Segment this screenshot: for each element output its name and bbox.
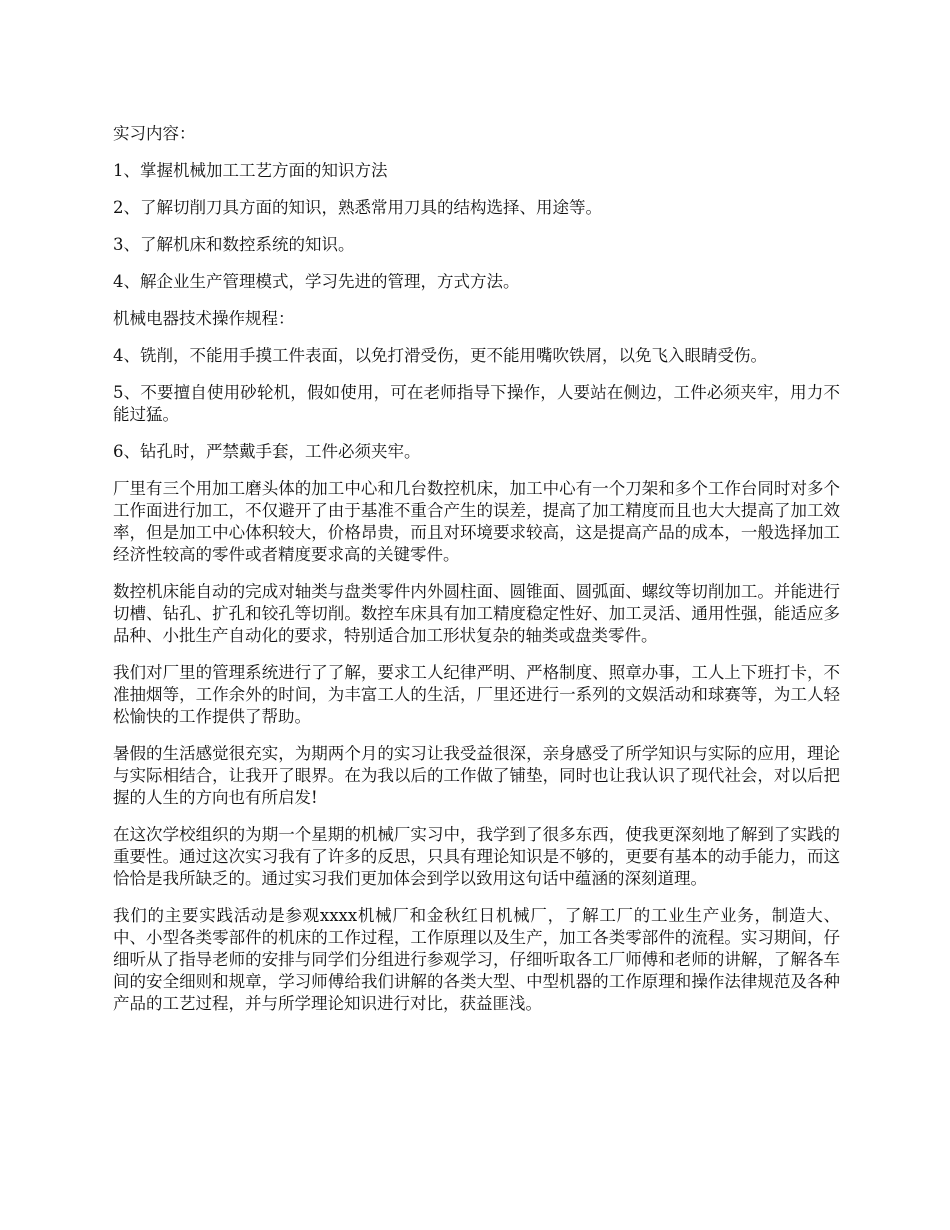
body-paragraph: 数控机床能自动的完成对轴类与盘类零件内外圆柱面、圆锥面、圆弧面、螺纹等切削加工。并能进行切槽、钻孔、扩孔和铰孔等切削。数控车床具有加工精度稳定性好、加工灵活、通用性强，能适应多品种、小批生产自动化的要求，特别适合加工形状复杂的轴类或盘类零件。 xyxy=(113,582,840,645)
body-paragraph: 在这次学校组织的为期一个星期的机械厂实习中，我学到了很多东西，使我更深刻地了解到了实践的重要性。通过这次实习我有了许多的反思，只具有理论知识是不够的，更要有基本的动手能力，而这恰恰是我所缺乏的。通过实习我们更加体会到学以致用这句话中蕴涵的深刻道理。 xyxy=(113,825,840,888)
list-item: 2、了解切削刀具方面的知识，熟悉常用刀具的结构选择、用途等。 xyxy=(113,198,602,217)
document-body xyxy=(113,123,840,1030)
list-item: 5、不要擅自使用砂轮机，假如使用，可在老师指导下操作，人要站在侧边，工件必须夹牢，用力不能过猛。 xyxy=(113,383,840,424)
section-heading-operating-rules: 机械电器技术操作规程： xyxy=(113,309,295,328)
list-item: 6、钻孔时，严禁戴手套，工件必须夹牢。 xyxy=(113,442,421,461)
body-paragraph: 我们对厂里的管理系统进行了了解，要求工人纪律严明、严格制度、照章办事，工人上下班打卡，不准抽烟等，工作余外的时间，为丰富工人的生活，厂里还进行一系列的文娱活动和球赛等，为工人轻松愉快的工作提供了帮助。 xyxy=(113,663,840,726)
section-heading-internship-content: 实习内容： xyxy=(113,124,196,143)
body-paragraph: 暑假的生活感觉很充实，为期两个月的实习让我受益很深，亲身感受了所学知识与实际的应用，理论与实际相结合，让我开了眼界。在为我以后的工作做了铺垫，同时也让我认识了现代社会，对以后把握的人生的方向也有所启发! xyxy=(113,744,840,807)
body-paragraph: 厂里有三个用加工磨头体的加工中心和几台数控机床，加工中心有一个刀架和多个工作台同时对多个工作面进行加工，不仅避开了由于基准不重合产生的误差，提高了加工精度而且也大大提高了加工效率，但是加工中心体积较大，价格昂贵，而且对环境要求较高，这是提高产品的成本，一般选择加工经济性较高的零件或者精度要求高的关键零件。 xyxy=(113,479,840,564)
body-paragraph: 我们的主要实践活动是参观xxxx机械厂和金秋红日机械厂，了解工厂的工业生产业务，制造大、中、小型各类零部件的机床的工作过程，工作原理以及生产，加工各类零部件的流程。实习期间，仔细听从了指导老师的安排与同学们分组进行参观学习，仔细听取各工厂师傅和老师的讲解，了解各车间的安全细则和规章，学习师傅给我们讲解的各类大型、中型机器的工作原理和操作法律规范及各种产品的工艺过程，并与所学理论知识进行对比，获益匪浅。 xyxy=(113,906,840,1013)
list-item: 4、铣削，不能用手摸工件表面，以免打滑受伤，更不能用嘴吹铁屑，以免飞入眼睛受伤。 xyxy=(113,346,767,365)
list-item: 3、了解机床和数控系统的知识。 xyxy=(113,235,355,254)
list-item: 1、掌握机械加工工艺方面的知识方法 xyxy=(113,161,388,180)
list-item: 4、解企业生产管理模式，学习先进的管理，方式方法。 xyxy=(113,272,520,291)
